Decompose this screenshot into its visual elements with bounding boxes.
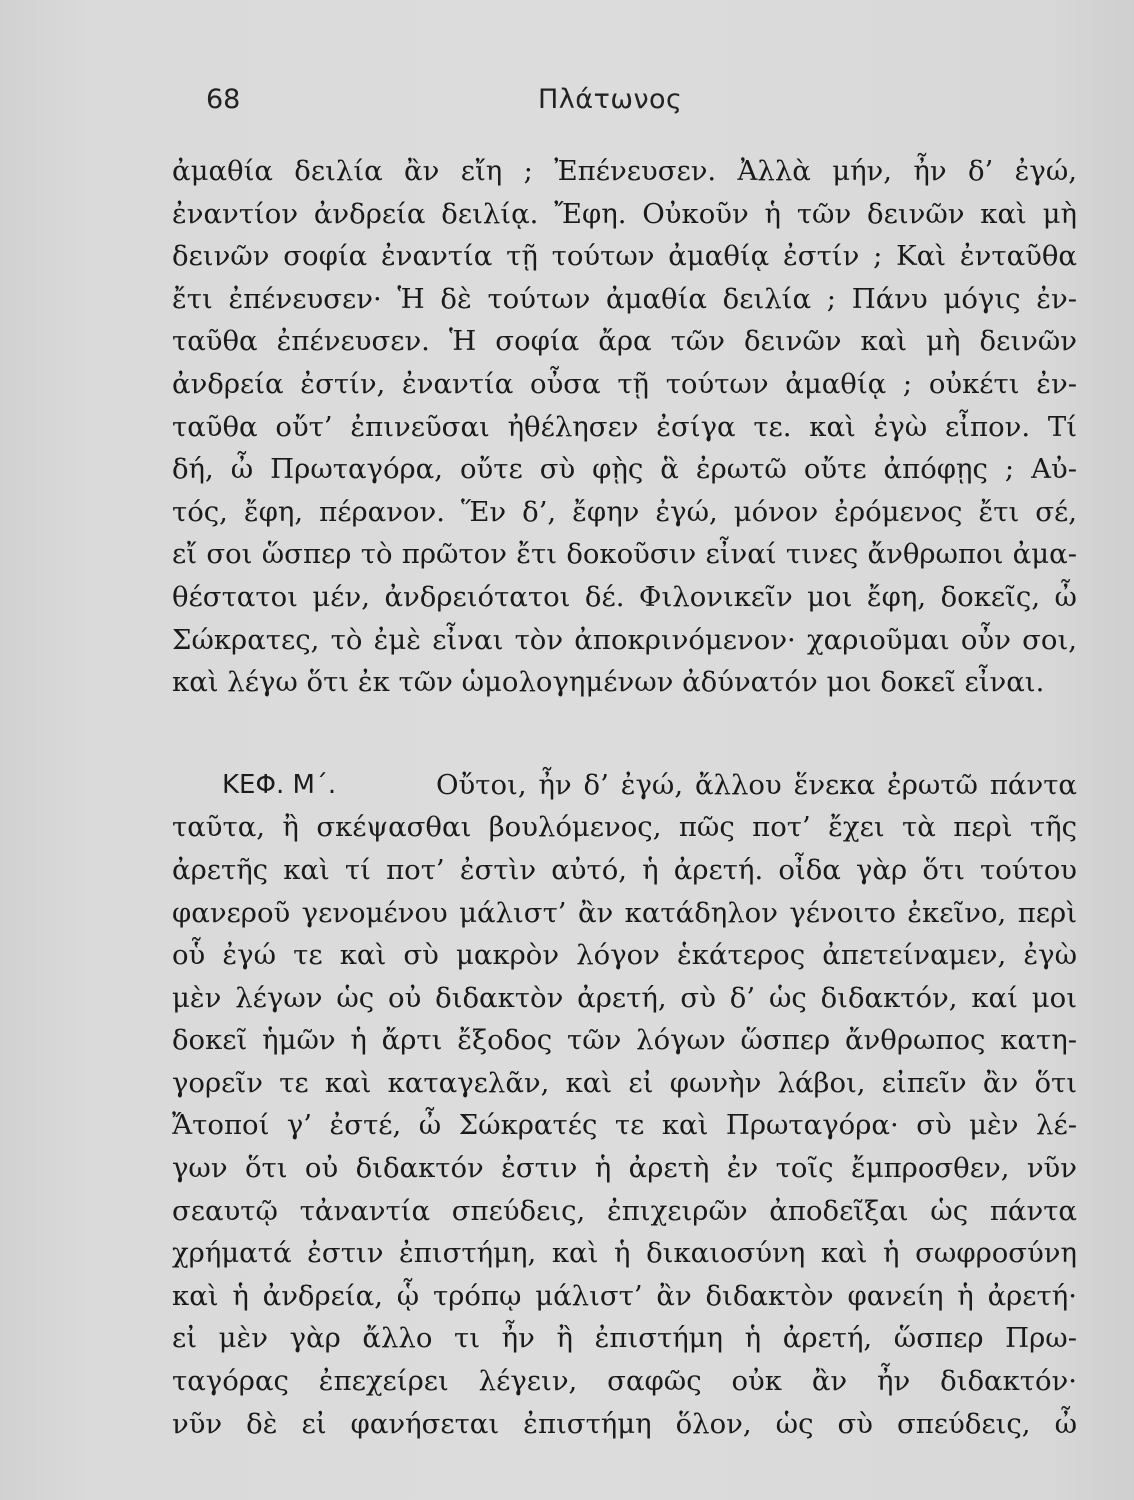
text-line: σεαυτῷ τἀναντία σπεύδεις, ἐπιχειρῶν ἀποδεῖξαι ὡς πάντα [172, 1194, 1077, 1227]
text-line: τός, ἔφη, πέρανον. Ἕν δ’, ἔφην ἐγώ, μόνον ἐρόμενος ἔτι σέ, [172, 495, 1077, 528]
text-line: φανεροῦ γενομένου μάλιστ’ ἂν κατάδηλον γένοιτο ἐκεῖνο, περὶ [172, 896, 1077, 929]
text-line: Ἄτοποί γ’ ἐστέ, ὦ Σώκρατές τε καὶ Πρωταγόρα· σὺ μὲν λέ- [172, 1109, 1077, 1142]
text-line: δή, ὦ Πρωταγόρα, οὔτε σὺ φῂς ἃ ἐρωτῶ οὔτε ἀπόφῃς ; Αὐ- [172, 453, 1077, 486]
text-line: ταγόρας ἐπεχείρει λέγειν, σαφῶς οὐκ ἂν ἦν διδακτόν· [172, 1365, 1077, 1398]
text-line: ἀνδρεία ἐστίν, ἐναντία οὖσα τῇ τούτων ἀμαθίᾳ ; οὐκέτι ἐν- [172, 367, 1077, 400]
text-line: ἔτι ἐπένευσεν· Ἡ δὲ τούτων ἀμαθία δειλία ; Πάνυ μόγις ἐν- [172, 282, 1077, 315]
text-line: μὲν λέγων ὡς οὐ διδακτὸν ἀρετή, σὺ δ’ ὡς διδακτόν, καί μοι [172, 981, 1077, 1014]
text-line: γορεῖν τε καὶ καταγελᾶν, καὶ εἰ φωνὴν λάβοι, εἰπεῖν ἂν ὅτι [172, 1066, 1077, 1099]
text-line: χρήματά ἐστιν ἐπιστήμη, καὶ ἡ δικαιοσύνη καὶ ἡ σωφροσύνη [172, 1237, 1077, 1270]
text-line: οὗ ἐγώ τε καὶ σὺ μακρὸν λόγον ἑκάτερος ἀπετείναμεν, ἐγὼ [172, 939, 1077, 972]
chapter-heading-line [172, 764, 1077, 807]
text-line: θέστατοι μέν, ἀνδρειότατοι δέ. Φιλονικεῖν μοι ἔφη, δοκεῖς, ὦ [172, 580, 1077, 613]
text-line: ἀμαθία δειλία ἂν εἴη ; Ἐπένευσεν. Ἀλλὰ μήν, ἦν δ’ ἐγώ, [172, 155, 1077, 187]
text-line: νῦν δὲ εἰ φανήσεται ἐπιστήμη ὅλον, ὡς σὺ σπεύδεις, ὦ [172, 1407, 1077, 1440]
text-line: γων ὅτι οὐ διδακτόν ἐστιν ἡ ἀρετὴ ἐν τοῖς ἔμπροσθεν, νῦν [172, 1152, 1077, 1185]
text-line: εἴ σοι ὥσπερ τὸ πρῶτον ἔτι δοκοῦσιν εἶναί τινες ἄνθρωποι ἀμα- [172, 538, 1077, 571]
text-line: Οὔτοι, ἦν δ’ ἐγώ, ἄλλου ἕνεκα ἐρωτῶ πάντα [436, 768, 1077, 801]
chapter-label: ΚΕΦ. Μ΄. [222, 769, 337, 800]
page-number: 68 [206, 84, 241, 115]
text-line: δεινῶν σοφία ἐναντία τῇ τούτων ἀμαθίᾳ ἐστίν ; Καὶ ἐνταῦθα [172, 240, 1077, 273]
paragraph-gap [172, 704, 1077, 764]
text-line: καὶ λέγω ὅτι ἐκ τῶν ὡμολογημένων ἀδύνατόν μοι δοκεῖ εἶναι. [172, 666, 1045, 699]
text-line: δοκεῖ ἡμῶν ἡ ἄρτι ἔξοδος τῶν λόγων ὥσπερ ἄνθρωπος κατη- [172, 1024, 1077, 1057]
text-line: ἐναντίον ἀνδρεία δειλίᾳ. Ἔφη. Οὐκοῦν ἡ τῶν δεινῶν καὶ μὴ [172, 197, 1077, 230]
text-line: ταῦθα ἐπένευσεν. Ἡ σοφία ἄρα τῶν δεινῶν καὶ μὴ δεινῶν [172, 325, 1077, 358]
running-head: Πλάτωνος [538, 84, 683, 115]
text-line: καὶ ἡ ἀνδρεία, ᾧ τρόπῳ μάλιστ’ ἂν διδακτὸν φανείη ἡ ἀρετή· [172, 1279, 1077, 1312]
body-text [172, 150, 1077, 1445]
text-line: ταῦτα, ἢ σκέψασθαι βουλόμενος, πῶς ποτ’ ἔχει τὰ περὶ τῆς [172, 811, 1077, 844]
text-line: Σώκρατες, τὸ ἐμὲ εἶναι τὸν ἀποκρινόμενον· χαριοῦμαι οὖν σοι, [172, 623, 1077, 656]
text-line: ταῦθα οὔτ’ ἐπινεῦσαι ἠθέλησεν ἐσίγα τε. καὶ ἐγὼ εἶπον. Τί [172, 410, 1077, 443]
text-line: ἀρετῆς καὶ τί ποτ’ ἐστὶν αὐτό, ἡ ἀρετή. οἶδα γὰρ ὅτι τούτου [172, 853, 1077, 886]
page-header [0, 84, 1134, 128]
text-line: εἰ μὲν γὰρ ἄλλο τι ἦν ἢ ἐπιστήμη ἡ ἀρετή, ὥσπερ Πρω- [172, 1322, 1077, 1355]
